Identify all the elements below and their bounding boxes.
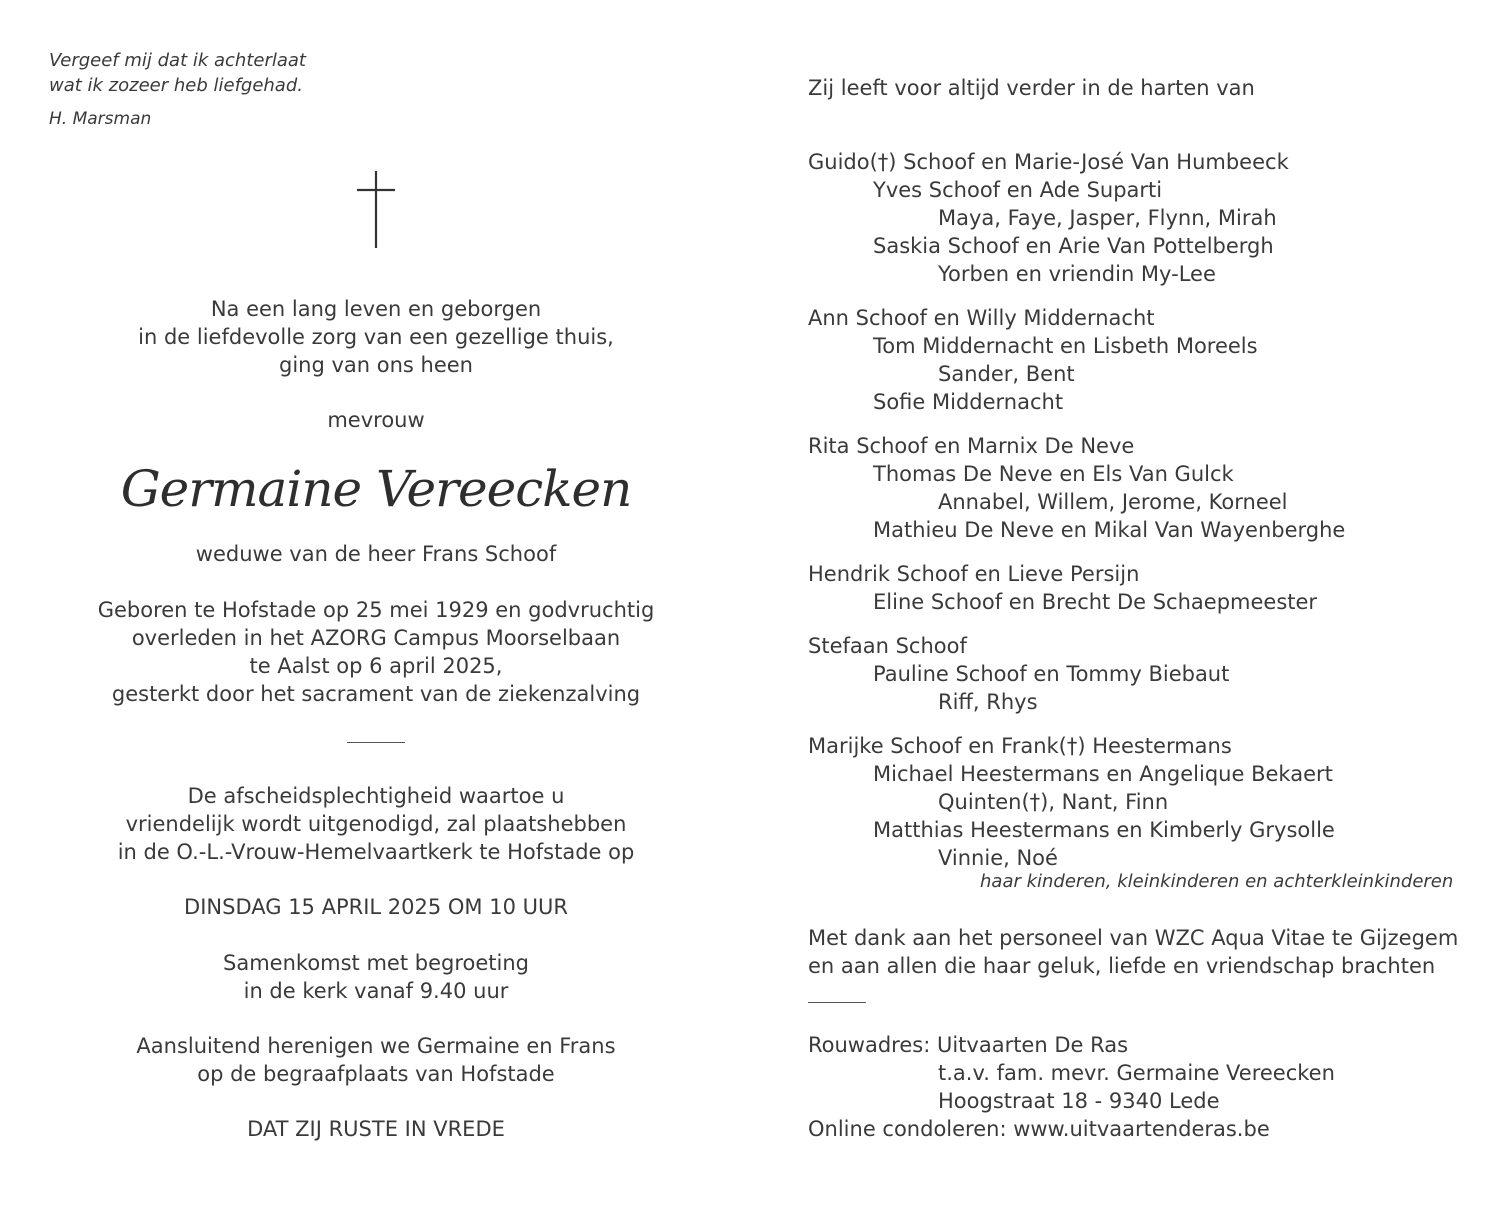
family-line: Rita Schoof en Marnix De Neve — [808, 434, 1135, 458]
closing-line: DAT ZIJ RUSTE IN VREDE — [247, 1117, 505, 1141]
widow-text: weduwe van de heer Frans Schoof — [195, 542, 557, 566]
family-line: Saskia Schoof en Arie Van Pottelbergh — [873, 234, 1274, 258]
address-label: Rouwadres: Uitvaarten De Ras — [808, 1033, 1129, 1057]
address-line: t.a.v. fam. mevr. Germaine Vereecken — [938, 1061, 1335, 1085]
family-signature: haar kinderen, kleinkinderen en achterkleinkinderen — [980, 871, 1454, 892]
ceremony-line: vriendelijk wordt uitgenodigd, zal plaatshebben — [125, 812, 627, 836]
quote-line-1: Vergeef mij dat ik achterlaat — [49, 50, 306, 71]
widow-line — [60, 540, 692, 568]
closing-text — [60, 1115, 692, 1143]
online-condolences[interactable]: Online condoleren: www.uitvaartenderas.be — [808, 1117, 1270, 1141]
deceased-name: Germaine Vereecken — [120, 460, 632, 518]
burial-line: op de begraafplaats van Hofstade — [197, 1062, 555, 1086]
intro-line: ging van ons heen — [279, 353, 473, 377]
intro-line: in de liefdevolle zorg van een gezellige thuis, — [138, 325, 614, 349]
family-line: Quinten(†), Nant, Finn — [938, 790, 1169, 814]
latin-cross-icon — [356, 170, 396, 250]
family-line: Riff, Rhys — [938, 690, 1038, 714]
birth-line: te Aalst op 6 april 2025, — [249, 654, 503, 678]
gathering-line: in de kerk vanaf 9.40 uur — [243, 979, 509, 1003]
burial-text — [60, 1032, 692, 1088]
family-line: Yves Schoof en Ade Suparti — [873, 178, 1163, 202]
ceremony-line: De afscheidsplechtigheid waartoe u — [187, 784, 565, 808]
divider-left — [347, 742, 405, 743]
gathering-text — [60, 949, 692, 1005]
quote-author: H. Marsman — [49, 109, 152, 129]
family-line: Mathieu De Neve en Mikal Van Wayenberghe — [873, 518, 1346, 542]
birth-line: Geboren te Hofstade op 25 mei 1929 en godvruchtig — [97, 598, 655, 622]
mourners-heading: Zij leeft voor altijd verder in de harten van — [808, 76, 1255, 100]
birth-line: overleden in het AZORG Campus Moorselbaan — [131, 626, 621, 650]
quote-line-2: wat ik zozeer heb liefgehad. — [49, 75, 303, 96]
family-line: Thomas De Neve en Els Van Gulck — [873, 462, 1234, 486]
family-line: Ann Schoof en Willy Middernacht — [808, 306, 1155, 330]
family-line: Pauline Schoof en Tommy Biebaut — [873, 662, 1230, 686]
family-line: Maya, Faye, Jasper, Flynn, Mirah — [938, 206, 1277, 230]
family-line: Annabel, Willem, Jerome, Korneel — [938, 490, 1288, 514]
family-line: Marijke Schoof en Frank(†) Heestermans — [808, 734, 1232, 758]
intro-text — [60, 295, 692, 379]
family-line: Eline Schoof en Brecht De Schaepmeester — [873, 590, 1318, 614]
thanks-line: en aan allen die haar geluk, liefde en vriendschap brachten — [808, 954, 1436, 978]
divider-right — [808, 1002, 866, 1003]
family-line: Vinnie, Noé — [938, 846, 1058, 870]
address-line: Hoogstraat 18 - 9340 Lede — [938, 1089, 1220, 1113]
family-line: Stefaan Schoof — [808, 634, 967, 658]
family-line: Sander, Bent — [938, 362, 1075, 386]
honorific — [60, 406, 692, 434]
gathering-line: Samenkomst met begroeting — [223, 951, 529, 975]
burial-line: Aansluitend herenigen we Germaine en Frans — [136, 1034, 616, 1058]
ceremony-date — [60, 893, 692, 921]
family-line: Matthias Heestermans en Kimberly Grysolle — [873, 818, 1335, 842]
family-line: Guido(†) Schoof en Marie-José Van Humbeeck — [808, 150, 1289, 174]
ceremony-text — [60, 782, 692, 866]
ceremony-line: in de O.-L.-Vrouw-Hemelvaartkerk te Hofstade op — [117, 840, 635, 864]
family-line: Tom Middernacht en Lisbeth Moreels — [873, 334, 1258, 358]
birth-death-text — [60, 596, 692, 708]
birth-line: gesterkt door het sacrament van de ziekenzalving — [111, 682, 641, 706]
honorific-text: mevrouw — [327, 408, 425, 432]
family-line: Hendrik Schoof en Lieve Persijn — [808, 562, 1140, 586]
family-line: Sofie Middernacht — [873, 390, 1064, 414]
family-line: Michael Heestermans en Angelique Bekaert — [873, 762, 1333, 786]
intro-line: Na een lang leven en geborgen — [210, 297, 542, 321]
date-text: DINSDAG 15 APRIL 2025 OM 10 UUR — [184, 895, 568, 919]
thanks-line: Met dank aan het personeel van WZC Aqua Vitae te Gijzegem — [808, 926, 1459, 950]
family-line: Yorben en vriendin My-Lee — [938, 262, 1216, 286]
